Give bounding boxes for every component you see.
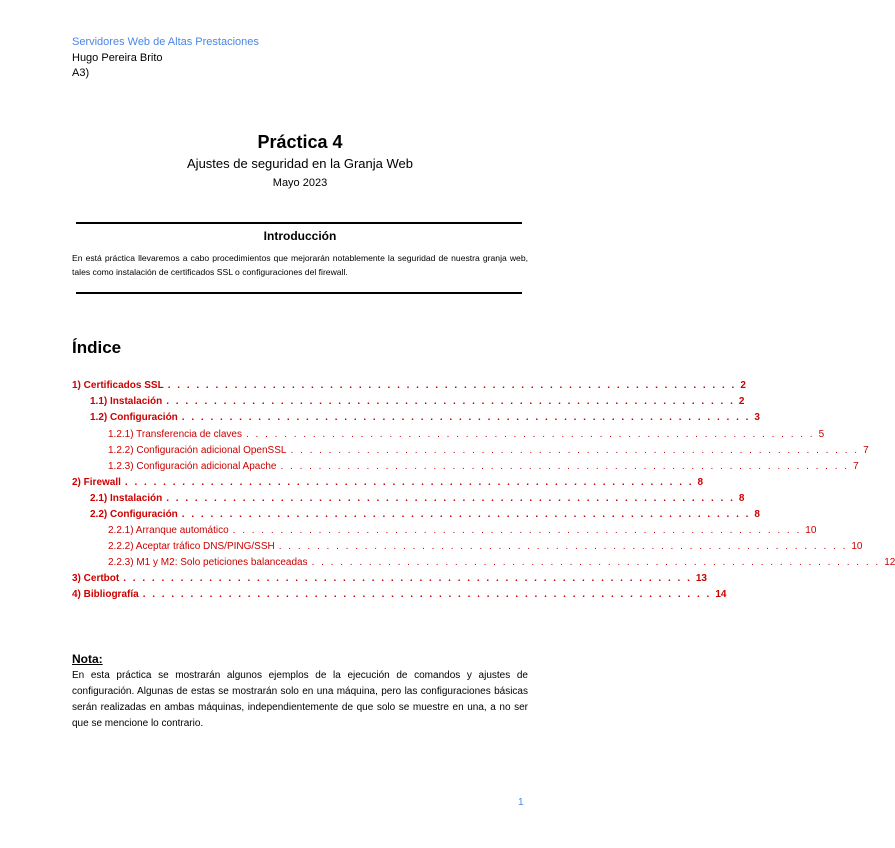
toc-leader: . . . . . . . . . . . . . . . . . . . . . . . . . . . . . . . . . . . . . . . . . . . . . . . . . . . . . . . . . . . . bbox=[124, 477, 694, 488]
toc-entry[interactable] bbox=[108, 461, 859, 477]
page-number: 1 bbox=[518, 797, 524, 808]
toc-label: 1.2.3) Configuración adicional Apache bbox=[108, 461, 277, 472]
toc-label: 1.2) Configuración bbox=[90, 412, 178, 423]
toc-page: 8 bbox=[738, 493, 745, 504]
toc-page: 8 bbox=[697, 477, 704, 488]
toc-page: 8 bbox=[754, 509, 760, 520]
toc-entry[interactable] bbox=[90, 396, 745, 412]
toc-label: 2.2.3) M1 y M2: Solo peticiones balanceadas bbox=[108, 557, 308, 568]
toc-entry[interactable] bbox=[108, 525, 817, 541]
toc-page: 13 bbox=[695, 573, 707, 584]
toc-leader: . . . . . . . . . . . . . . . . . . . . . . . . . . . . . . . . . . . . . . . . . . . . . . . . . . . . . . . . . . . . bbox=[166, 493, 735, 504]
toc-page: 3 bbox=[754, 412, 760, 423]
toc-leader: . . . . . . . . . . . . . . . . . . . . . . . . . . . . . . . . . . . . . . . . . . . . . . . . . . . . . . . . . . . . bbox=[142, 589, 712, 600]
toc-page: 7 bbox=[863, 445, 869, 456]
toc-label: 4) Bibliografía bbox=[72, 589, 139, 600]
toc-leader: . . . . . . . . . . . . . . . . . . . . . . . . . . . . . . . . . . . . . . . . . . . . . . . . . . . . . . . . . . . . bbox=[167, 380, 737, 391]
header-author: Hugo Pereira Brito bbox=[72, 52, 163, 64]
toc-entry[interactable] bbox=[90, 412, 760, 428]
note-paragraph: En esta práctica se mostrarán algunos ejemplos de la ejecución de comandos y ajustes de configuración. Algunas de estas se mostrarán solo en una máquina, pero las configuraciones básicas serán realizadas en ambas máquinas, independientemente de que solo se muestre en una, a no ser que se mencione lo contrario. bbox=[72, 670, 528, 729]
document-subtitle: Ajustes de seguridad en la Granja Web bbox=[187, 156, 413, 171]
intro-heading: Introducción bbox=[263, 229, 337, 243]
toc-page: 5 bbox=[818, 429, 825, 440]
toc-leader: . . . . . . . . . . . . . . . . . . . . . . . . . . . . . . . . . . . . . . . . . . . . . . . . . . . . . . . . . . . . bbox=[278, 541, 848, 552]
toc-page: 10 bbox=[851, 541, 863, 552]
toc-entry[interactable] bbox=[90, 509, 760, 525]
toc-entry[interactable] bbox=[108, 429, 825, 445]
toc-leader: . . . . . . . . . . . . . . . . . . . . . . . . . . . . . . . . . . . . . . . . . . . . . . . . . . . . . . . . . . . . bbox=[290, 445, 860, 456]
toc-label: 2.1) Instalación bbox=[90, 493, 163, 504]
toc-page: 14 bbox=[715, 589, 727, 600]
toc-entry[interactable] bbox=[108, 557, 895, 573]
toc-entry[interactable] bbox=[72, 380, 746, 396]
header-course: Servidores Web de Altas Prestaciones bbox=[72, 36, 259, 48]
toc-page: 2 bbox=[740, 380, 746, 391]
intro-paragraph: En está práctica llevaremos a cabo procedimientos que mejorarán notablemente la seguridad de nuestra granja web, tales como instalación de certificados SSL o configuraciones del firewall. bbox=[72, 253, 528, 277]
toc-entry[interactable] bbox=[72, 589, 727, 605]
toc-entry[interactable] bbox=[90, 493, 745, 509]
toc-page: 2 bbox=[738, 396, 745, 407]
toc-entry[interactable] bbox=[108, 445, 869, 461]
intro-bottom-divider bbox=[76, 292, 522, 294]
toc-leader: . . . . . . . . . . . . . . . . . . . . . . . . . . . . . . . . . . . . . . . . . . . . . . . . . . . . . . . . . . . . bbox=[311, 557, 881, 568]
toc-leader: . . . . . . . . . . . . . . . . . . . . . . . . . . . . . . . . . . . . . . . . . . . . . . . . . . . . . . . . . . . . bbox=[280, 461, 850, 472]
toc-leader: . . . . . . . . . . . . . . . . . . . . . . . . . . . . . . . . . . . . . . . . . . . . . . . . . . . . . . . . . . . . bbox=[181, 412, 751, 423]
toc-leader: . . . . . . . . . . . . . . . . . . . . . . . . . . . . . . . . . . . . . . . . . . . . . . . . . . . . . . . . . . . . bbox=[123, 573, 692, 584]
toc-label: 1.2.2) Configuración adicional OpenSSL bbox=[108, 445, 287, 456]
toc-page: 12 bbox=[884, 557, 895, 568]
toc-label: 3) Certbot bbox=[72, 573, 120, 584]
toc-entry[interactable] bbox=[72, 573, 707, 589]
intro-top-divider bbox=[76, 222, 522, 224]
toc-label: 2) Firewall bbox=[72, 477, 121, 488]
note-heading: Nota: bbox=[72, 652, 103, 666]
toc-leader: . . . . . . . . . . . . . . . . . . . . . . . . . . . . . . . . . . . . . . . . . . . . . . . . . . . . . . . . . . . . bbox=[181, 509, 751, 520]
toc-label: 1.2.1) Transferencia de claves bbox=[108, 429, 242, 440]
toc-entry[interactable] bbox=[72, 477, 704, 493]
toc-page: 7 bbox=[853, 461, 859, 472]
toc-label: 2.2.1) Arranque automático bbox=[108, 525, 229, 536]
toc-label: 2.2) Configuración bbox=[90, 509, 178, 520]
toc-leader: . . . . . . . . . . . . . . . . . . . . . . . . . . . . . . . . . . . . . . . . . . . . . . . . . . . . . . . . . . . . bbox=[245, 429, 815, 440]
toc-leader: . . . . . . . . . . . . . . . . . . . . . . . . . . . . . . . . . . . . . . . . . . . . . . . . . . . . . . . . . . . . bbox=[232, 525, 802, 536]
toc-entry[interactable] bbox=[108, 541, 863, 557]
document-title: Práctica 4 bbox=[257, 132, 343, 152]
document-date: Mayo 2023 bbox=[272, 177, 328, 189]
toc-label: 1.1) Instalación bbox=[90, 396, 163, 407]
header-group: A3) bbox=[72, 67, 90, 79]
toc-label: 1) Certificados SSL bbox=[72, 380, 164, 391]
index-heading: Índice bbox=[72, 338, 122, 357]
toc-page: 10 bbox=[805, 525, 817, 536]
toc-label: 2.2.2) Aceptar tráfico DNS/PING/SSH bbox=[108, 541, 275, 552]
toc-leader: . . . . . . . . . . . . . . . . . . . . . . . . . . . . . . . . . . . . . . . . . . . . . . . . . . . . . . . . . . . . bbox=[166, 396, 735, 407]
